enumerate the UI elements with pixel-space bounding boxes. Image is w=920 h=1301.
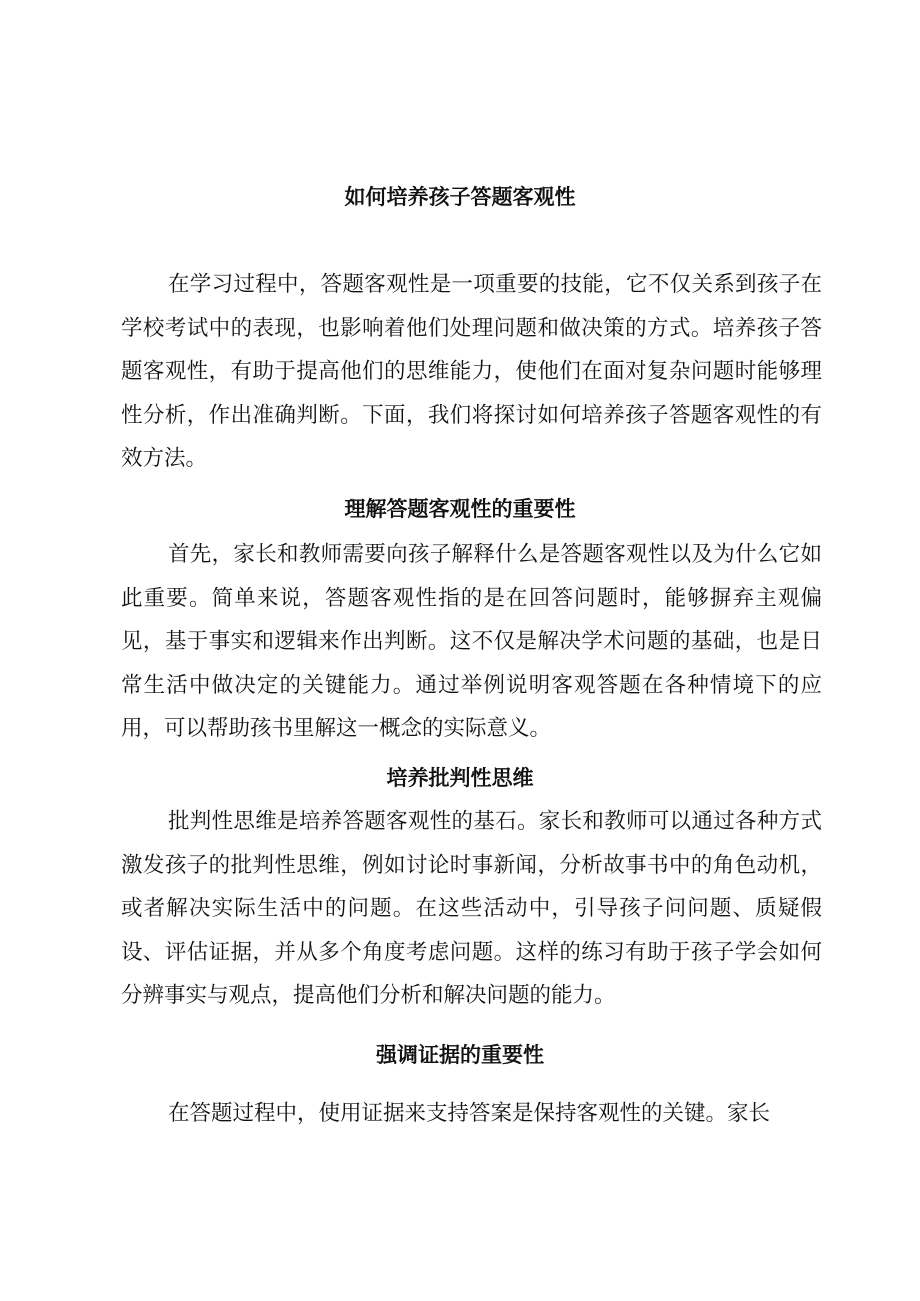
section-heading-evidence: 强调证据的重要性	[376, 1043, 544, 1067]
section-heading-importance: 理解答题客观性的重要性	[344, 497, 576, 521]
section-paragraph-critical-thinking: 批判性思维是培养答题客观性的基石。家长和教师可以通过各种方式激发孩子的批判性思维，例如讨论时事新闻，分析故事书中的角色动机，或者解决实际生活中的问题。在这些活动中，引导孩子问问题、质疑假设、评估证据，并从多个角度考虑问题。这样的练习有助于孩子学会如何分辨事实与观点，提高他们分析和解决问题的能力。	[121, 809, 822, 1008]
document-title: 如何培养孩子答题客观性	[344, 185, 576, 209]
intro-paragraph: 在学习过程中，答题客观性是一项重要的技能，它不仅关系到孩子在学校考试中的表现，也影响着他们处理问题和做决策的方式。培养孩子答题客观性，有助于提高他们的思维能力，使他们在面对复杂问题时能够理性分析，作出准确判断。下面，我们将探讨如何培养孩子答题客观性的有效方法。	[121, 272, 822, 471]
section-paragraph-importance: 首先，家长和教师需要向孩子解释什么是答题客观性以及为什么它如此重要。简单来说，答题客观性指的是在回答问题时，能够摒弃主观偏见，基于事实和逻辑来作出判断。这不仅是解决学术问题的基础，也是日常生活中做决定的关键能力。通过举例说明客观答题在各种情境下的应用，可以帮助孩书里解这一概念的实际意义。	[121, 542, 822, 741]
section-heading-critical-thinking: 培养批判性思维	[386, 766, 534, 790]
section-paragraph-evidence: 在答题过程中，使用证据来支持答案是保持客观性的关键。家长	[168, 1101, 771, 1126]
